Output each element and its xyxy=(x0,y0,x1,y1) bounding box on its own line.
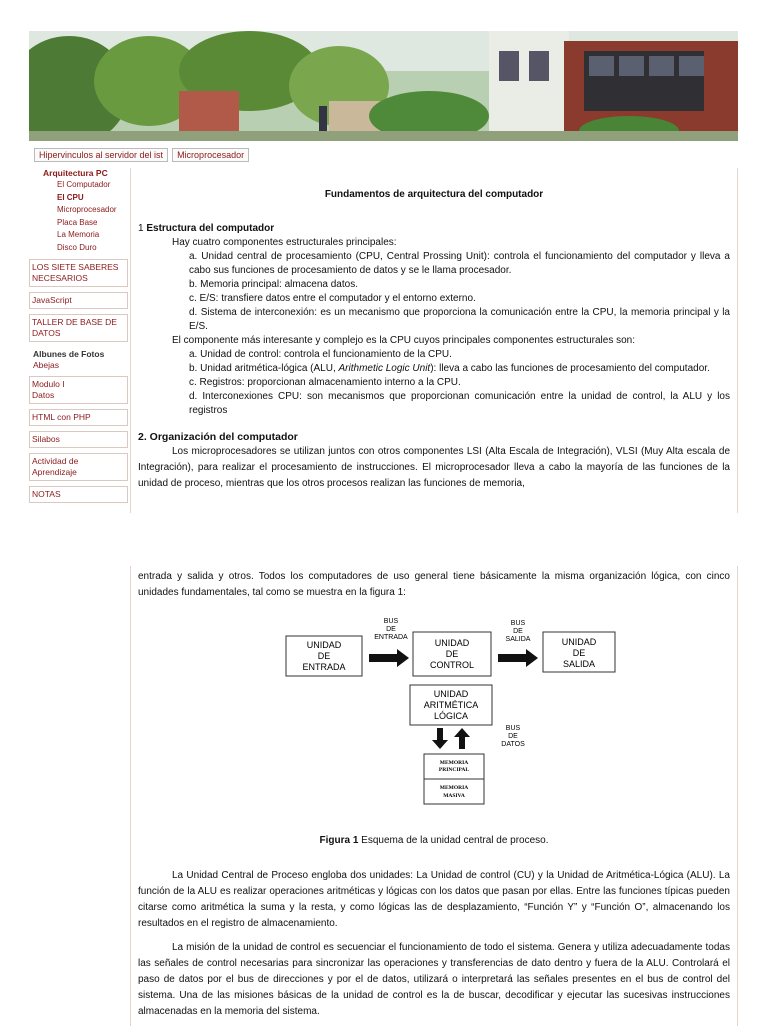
section-2-title: 2. Organización del computador xyxy=(138,431,298,443)
section-1-cpu-intro: El componente más interesante y complejo es la CPU cuyos principales componentes estructurales son: xyxy=(172,335,636,346)
arrow-control-salida xyxy=(498,649,538,667)
label-bus-salida-3: SALIDA xyxy=(505,636,531,643)
content-border-right xyxy=(737,168,738,513)
label-bus-salida-1: BUS xyxy=(510,620,526,627)
label-mem-principal-2: PRINCIPAL xyxy=(438,767,470,773)
paragraph-control-unit: La misión de la unidad de control es secuenciar el funcionamiento de todo el sistema. Genera y utiliza adecuadamente todas las señales de control necesarias para sincronizar las operaciones y transferencias de dato dentro y fuera de la ALU. Controlará el paso de datos por el bus de direcciones y por el de datos, utilizará o interpretará las señales presentes en el bus de control del sistema. Una de las misiones básicas de la unidad de control es la de buscar, decodificar y ejecutar las sucesivas instrucciones almacenadas en la memoria del sistema. xyxy=(138,942,730,1017)
figure-caption xyxy=(138,835,730,846)
sidebar-link-silabos[interactable] xyxy=(29,431,128,448)
figure-caption-text: Esquema de la unidad central de proceso. xyxy=(358,835,549,846)
sidebar-link-text: Silabos xyxy=(32,434,60,444)
section-1-number: 1 xyxy=(138,223,144,234)
sidebar-item-abejas[interactable]: Abejas xyxy=(33,360,59,370)
top-nav xyxy=(34,148,249,162)
content-border-left-lower xyxy=(130,566,131,1026)
label-bus-datos-1: BUS xyxy=(505,725,521,732)
arrow-up xyxy=(454,728,470,749)
sidebar-link-text: HTML con PHP xyxy=(32,412,91,422)
section-1-title: Estructura del computador xyxy=(146,223,275,234)
sidebar-group-arquitectura xyxy=(29,168,128,254)
figure-caption-label: Figura 1 xyxy=(319,835,359,846)
nav-link-microprocesador[interactable]: Microprocesador xyxy=(172,148,249,162)
section-1-intro: Hay cuatro componentes estructurales principales: xyxy=(172,237,397,248)
sidebar-link-javascript[interactable] xyxy=(29,292,128,309)
sidebar-link-text: NOTAS xyxy=(32,489,61,499)
label-alu-3: LÓGICA xyxy=(433,711,469,721)
cpu-item-a: a. Unidad de control: controla el funcionamiento de la CPU. xyxy=(189,349,452,360)
sidebar-item-computador[interactable]: El Computador xyxy=(57,180,111,189)
article-lower xyxy=(138,569,730,601)
cpu-item-b: b. Unidad aritmética-lógica (ALU, Arithmetic Logic Unit): lleva a cabo las funciones de procesamiento del computador. xyxy=(189,363,710,374)
sidebar-item-disco-duro[interactable]: Disco Duro xyxy=(57,242,97,252)
section-2-paragraph: Los microprocesadores se utilizan juntos con otros componentes LSI (Alta Escala de Integración), VLSI (Muy Alta escala de Integración), para realizar el procesamiento de instrucciones. El microprocesador lleva a cabo la mayoría de las funciones de la unidad de proceso, mientras que los otros procesos realizan las funciones de memoria, xyxy=(138,446,730,489)
label-bus-datos-3: DATOS xyxy=(501,741,525,748)
sidebar-item-cpu[interactable]: El CPU xyxy=(57,192,84,202)
sidebar-item-microprocesador[interactable]: Microprocesador xyxy=(57,205,117,214)
label-bus-entrada-1: BUS xyxy=(383,618,399,625)
label-alu-2: ARITMÉTICA xyxy=(423,700,479,710)
arrow-down xyxy=(432,728,448,749)
label-bus-entrada-2: DE xyxy=(386,626,396,633)
paragraph-cpu: La Unidad Central de Proceso engloba dos unidades: La Unidad de control (CU) y la Unidad de Aritmética-Lógica (ALU). La función de la ALU es realizar operaciones aritméticas y lógicas con los datos que pasan por ellas. Entre las funciones típicas pueden citarse como aritmética la suma y la resta, y como lógicas las de desplazamiento, “Función Y” y “Función O”, almacenando los resultados en el registro de almacenamiento. xyxy=(138,870,730,929)
section-1-heading xyxy=(138,222,730,236)
sidebar-link-actividad[interactable] xyxy=(29,453,128,481)
cpu-item-c: c. Registros: proporcionan almacenamiento interno a la CPU. xyxy=(189,377,461,388)
label-salida-1: UNIDAD xyxy=(561,637,597,647)
section-1-item-c: c. E/S: transfiere datos entre el computador y el entorno externo. xyxy=(189,293,476,304)
cpu-diagram xyxy=(283,614,623,809)
label-salida-2: DE xyxy=(572,648,586,658)
label-mem-principal-1: MEMORIA xyxy=(439,760,469,766)
sidebar-link-text: TALLER DE BASE DE xyxy=(32,317,117,327)
sidebar-link-text: JavaScript xyxy=(32,295,72,305)
sidebar-item-placa-base[interactable]: Placa Base xyxy=(57,217,98,227)
sidebar-link-html-php[interactable] xyxy=(29,409,128,426)
label-entrada-1: UNIDAD xyxy=(306,640,342,650)
content-border-left xyxy=(130,168,131,513)
cpu-item-d: d. Interconexiones CPU: son mecanismos que proporcionan comunicación entre la unidad de control, la ALU y los registros xyxy=(189,391,730,416)
label-alu-1: UNIDAD xyxy=(433,689,469,699)
article-bottom xyxy=(138,868,730,1020)
sidebar-link-text: Actividad de Aprendizaje xyxy=(32,456,79,477)
sidebar xyxy=(29,168,128,508)
sidebar-group-title[interactable]: Arquitectura PC xyxy=(43,168,108,178)
article-upper xyxy=(138,188,730,492)
nav-link-hipervinculos[interactable]: Hipervinculos al servidor del ist xyxy=(34,148,168,162)
label-salida-3: SALIDA xyxy=(562,659,596,669)
label-bus-datos-2: DE xyxy=(508,733,518,740)
sidebar-group-albunes xyxy=(29,347,128,371)
label-entrada-3: ENTRADA xyxy=(302,662,346,672)
label-control-2: DE xyxy=(445,649,459,659)
label-control-3: CONTROL xyxy=(429,660,475,670)
sidebar-link-taller-bd[interactable] xyxy=(29,314,128,342)
arrow-entrada-control xyxy=(369,649,409,667)
section-2-paragraph-cont: entrada y salida y otros. Todos los computadores de uso general tiene básicamente la misma organización lógica, con cinco unidades fundamentales, tal como se muestra en la figura 1: xyxy=(138,571,730,598)
sidebar-link-text: Modulo I xyxy=(32,379,65,389)
sidebar-albums-title: Albunes de Fotos xyxy=(33,349,105,359)
sidebar-link-modulo[interactable] xyxy=(29,376,128,404)
content-border-right-lower xyxy=(737,566,738,1026)
section-1-item-d: d. Sistema de interconexión: es un mecanismo que proporciona la comunicación entre la CPU, la memoria principal y la E/S. xyxy=(189,307,730,332)
section-1-item-b: b. Memoria principal: almacena datos. xyxy=(189,279,358,290)
sidebar-link-siete-saberes[interactable] xyxy=(29,259,128,287)
label-entrada-2: DE xyxy=(317,651,331,661)
sidebar-item-memoria[interactable]: La Memoria xyxy=(57,230,100,239)
label-mem-masiva-2: MASIVA xyxy=(443,793,465,799)
sidebar-link-text: Datos xyxy=(32,390,55,400)
sidebar-link-text: LOS SIETE SABERES xyxy=(32,262,119,272)
label-mem-masiva-1: MEMORIA xyxy=(439,785,469,791)
header-banner-image xyxy=(29,31,738,141)
label-bus-salida-2: DE xyxy=(513,628,523,635)
sidebar-link-notas[interactable] xyxy=(29,486,128,503)
page-title: Fundamentos de arquitectura del computador xyxy=(324,189,544,200)
section-1-item-a: a. Unidad central de procesamiento (CPU, Central Prossing Unit): controla el funcionamiento del computador y lleva a cabo sus funciones de procesamiento de datos y se le llama procesador. xyxy=(189,251,730,276)
label-control-1: UNIDAD xyxy=(434,638,470,648)
sidebar-link-text: DATOS xyxy=(32,328,61,338)
sidebar-link-text: NECESARIOS xyxy=(32,273,88,283)
label-bus-entrada-3: ENTRADA xyxy=(374,634,408,641)
